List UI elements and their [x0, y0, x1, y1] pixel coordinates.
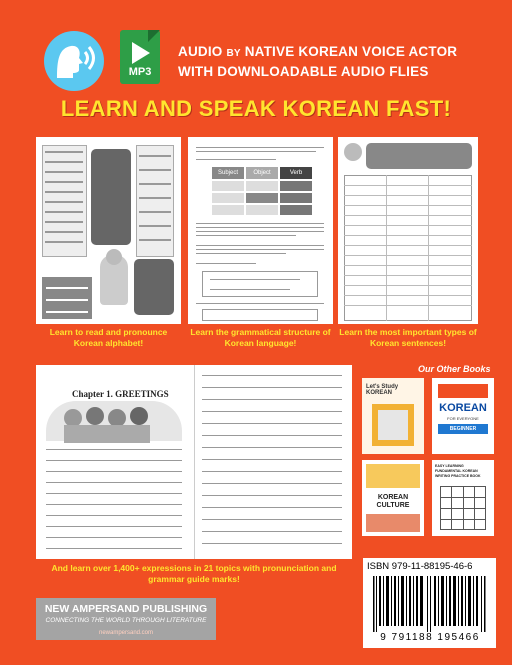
- publisher-url[interactable]: newampersand.com: [98, 630, 154, 636]
- book-lets-study-korean: Let's Study KOREAN: [362, 378, 424, 454]
- grammar-page-preview: [188, 137, 333, 324]
- header: [0, 22, 512, 92]
- grammar-header-object: Object: [246, 167, 278, 179]
- caption-alphabet: Learn to read and pronounce Korean alphabet!: [49, 327, 168, 348]
- barcode-digits: 9 791188 195466: [380, 632, 480, 643]
- publisher-tagline: CONNECTING THE WORLD THROUGH LITERATURE: [45, 617, 207, 624]
- book-writing-practice: EASY LEARNING FUNDAMENTAL KOREAN WRITING PRACTICE BOOK: [432, 460, 494, 536]
- mp3-file-icon: MP3: [120, 30, 164, 86]
- caption-sentences: Learn the most important types of Korean sentences!: [339, 327, 477, 348]
- isbn-barcode: [363, 558, 496, 648]
- chapter-title: Chapter 1. GREETINGS: [72, 389, 169, 399]
- caption-grammar: Learn the grammatical structure of Korean language!: [190, 327, 331, 348]
- book-korean-for-everyone: KOREAN FOR EVERYONE BEGINNER: [432, 378, 494, 454]
- barcode-bars: [373, 576, 488, 632]
- grammar-header-verb: Verb: [280, 167, 312, 179]
- alphabet-page-preview: [36, 137, 181, 324]
- publisher-name: NEW AMPERSAND PUBLISHING: [44, 603, 208, 615]
- isbn-label: ISBN 979-11-88195-46-6: [367, 561, 473, 572]
- grammar-header-subject: Subject: [212, 167, 244, 179]
- audio-tagline-1: AUDIO BY NATIVE KOREAN VOICE ACTOR: [178, 44, 458, 59]
- headline: LEARN AND SPEAK KOREAN FAST!: [60, 96, 452, 121]
- greetings-page-preview: [36, 365, 352, 559]
- caption-expressions: And learn over 1,400+ expressions in 21 topics with pronunciation and grammar guide marks!: [51, 563, 337, 584]
- speaking-head-icon: [43, 30, 105, 92]
- audio-tagline-2: WITH DOWNLOADABLE AUDIO FLIES: [178, 64, 429, 79]
- sentence-types-page-preview: [338, 137, 478, 324]
- other-books-title: Our Other Books: [418, 364, 491, 374]
- book-korean-culture: KOREAN CULTURE: [362, 460, 424, 536]
